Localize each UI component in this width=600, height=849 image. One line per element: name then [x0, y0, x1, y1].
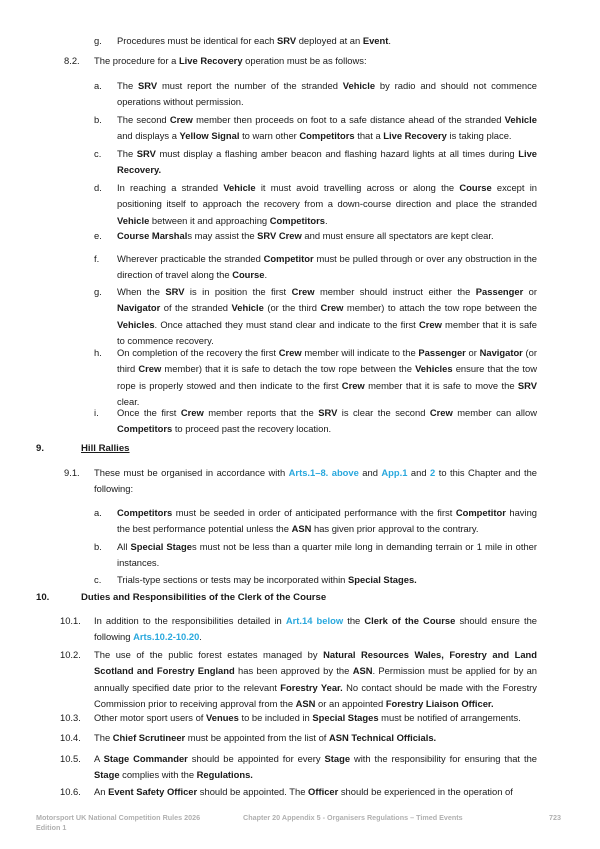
footer-chapter-title: Chapter 20 Appendix 5 - Organisers Regulations – Timed Events — [243, 813, 463, 822]
paragraph: These must be organised in accordance with Arts.1–8. above and App.1 and 2 to this Chapter and the following: — [94, 467, 537, 495]
item-marker: a. — [94, 507, 102, 518]
list-item: The SRV must report the number of the stranded Vehicle by radio and should not commence operations without permission. — [117, 80, 537, 108]
list-item: In reaching a stranded Vehicle it must avoid travelling across or along the Course except in positioning itself to approach the recovery from a down-course direction and place the stranded Vehicle between it and approaching Competitors. — [117, 182, 538, 226]
item-marker: b. — [94, 114, 102, 125]
para-number: 10.4. — [60, 732, 81, 743]
para-number: 10.2. — [60, 649, 81, 660]
item-marker: c. — [94, 574, 102, 585]
list-item: Wherever practicable the stranded Competitor must be pulled through or over any obstruction in the direction of travel along the Course. — [117, 253, 537, 281]
list-item: Trials-type sections or tests may be incorporated within Special Stages. — [117, 574, 417, 585]
para-number: 10.6. — [60, 786, 81, 797]
list-item: All Special Stages must not be less than a quarter mile long in demanding terrain or 1 mile in other instances. — [117, 541, 537, 569]
item-marker: f. — [94, 253, 100, 264]
paragraph: Other motor sport users of Venues to be included in Special Stages must be notified of arrangements. — [94, 712, 521, 723]
section-number: 9. — [36, 443, 45, 454]
section-title: Hill Rallies — [81, 443, 130, 454]
item-marker: b. — [94, 541, 102, 552]
paragraph: The procedure for a Live Recovery operation must be as follows: — [94, 55, 367, 66]
para-number: 10.3. — [60, 712, 81, 723]
item-marker: g. — [94, 35, 102, 46]
item-marker: i. — [94, 407, 99, 418]
paragraph: The use of the public forest estates managed by Natural Resources Wales, Forestry and Land Scotland and Forestry England has been approved by the ASN. Permission must be applied for by an annually specified date prior to the relevant Forestry Year. No contact should be made with the Forestry Commission prior to receiving approval from the ASN or an appointed Forestry Liaison Officer. — [94, 649, 538, 709]
list-item: Procedures must be identical for each SRV deployed at an Event. — [117, 35, 391, 46]
paragraph: The Chief Scrutineer must be appointed from the list of ASN Technical Officials. — [94, 732, 437, 743]
page-number: 723 — [549, 813, 561, 822]
para-number: 10.5. — [60, 753, 81, 764]
para-number: 8.2. — [64, 55, 80, 66]
list-item: When the SRV is in position the first Crew member should instruct either the Passenger or Navigator of the stranded Vehicle (or the third Crew member) to attach the tow rope between the Vehicles. Once attached they must stand clear and indicate to the first Crew member that it is safe to commence recovery. — [117, 286, 537, 346]
footer-edition: Edition 1 — [36, 823, 67, 832]
footer-left — [36, 813, 200, 833]
section-number: 10. — [36, 592, 50, 603]
paragraph: An Event Safety Officer should be appointed. The Officer should be experienced in the operation of — [94, 786, 513, 797]
para-number: 10.1. — [60, 615, 81, 626]
paragraph: A Stage Commander should be appointed for every Stage with the responsibility for ensuring that the Stage complies with the Regulations. — [94, 753, 537, 781]
item-marker: a. — [94, 80, 102, 91]
item-marker: e. — [94, 230, 102, 241]
item-marker: c. — [94, 148, 102, 159]
list-item: The SRV must display a flashing amber beacon and flashing hazard lights at all times during Live Recovery. — [117, 148, 537, 176]
footer-rules-title: Motorsport UK National Competition Rules 2026 — [36, 813, 201, 822]
para-number: 9.1. — [64, 467, 80, 478]
item-marker: g. — [94, 286, 102, 297]
list-item: The second Crew member then proceeds on foot to a safe distance ahead of the stranded Vehicle and displays a Yellow Signal to warn other Competitors that a Live Recovery is taking place. — [117, 114, 537, 142]
list-item: Competitors must be seeded in order of anticipated performance with the first Competitor having the best performance potential unless the ASN has given prior approval to the contrary. — [117, 507, 537, 535]
paragraph: In addition to the responsibilities detailed in Art.14 below the Clerk of the Course should ensure the following Arts.10.2-10.20. — [94, 615, 537, 643]
section-heading — [36, 590, 326, 606]
item-marker: d. — [94, 182, 102, 193]
section-title: Duties and Responsibilities of the Clerk of the Course — [81, 592, 327, 603]
list-item: Once the first Crew member reports that the SRV is clear the second Crew member can allow Competitors to proceed past the recovery location. — [117, 407, 537, 435]
item-marker: h. — [94, 347, 102, 358]
section-heading — [36, 441, 130, 457]
list-item: On completion of the recovery the first Crew member will indicate to the Passenger or Navigator (or third Crew member) that it is safe to detach the tow rope between the Vehicles ensure that the tow rope is properly stowed and then indicate to the first Crew member that it is safe to move the SRV clear. — [117, 347, 538, 407]
list-item: Course Marshals may assist the SRV Crew and must ensure all spectators are kept clear. — [117, 230, 494, 241]
